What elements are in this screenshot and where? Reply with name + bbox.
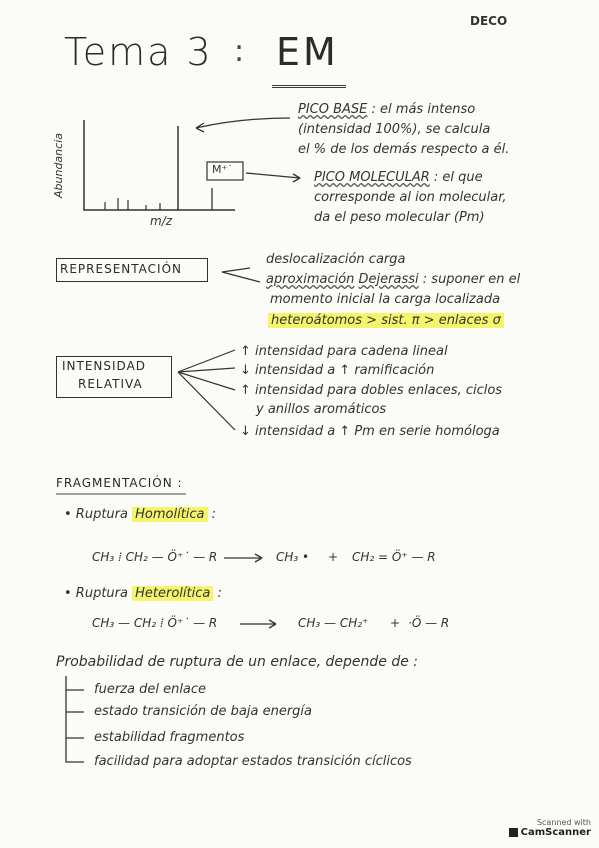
ruptura-homolitica-row xyxy=(64,507,216,522)
ruptura-label-1: • Ruptura xyxy=(64,507,128,522)
heterolitica-highlight: Heterolítica xyxy=(132,586,213,601)
homolitica-plus: + xyxy=(328,550,339,564)
homolitica-reactant: CH₃ ⁞ CH₂ — Ö⁺˙ — R xyxy=(92,550,218,564)
ruptura-heterolitica-row xyxy=(64,586,222,601)
factor-2: estado transición de baja energía xyxy=(94,704,313,719)
pico-base-title: PICO BASE xyxy=(298,102,368,117)
pico-molecular-line-1: : el que xyxy=(433,170,483,185)
heterolitica-product-2: ·Ö — R xyxy=(408,616,450,630)
representacion-line-2 xyxy=(266,272,520,287)
heterolitica-plus: + xyxy=(390,616,401,630)
camscanner-logo-icon xyxy=(509,828,518,837)
pico-molecular-line-2: corresponde al ion molecular, xyxy=(314,190,507,205)
pico-base-line-2: (intensidad 100%), se calcula xyxy=(298,122,491,137)
factor-4: facilidad para adoptar estados transición cíclicos xyxy=(94,754,412,769)
representacion-line-1: deslocalización carga xyxy=(266,252,406,267)
homolitica-highlight: Homolítica xyxy=(132,507,207,522)
intensidad-item-5: ↓ intensidad a ↑ Pm en serie homóloga xyxy=(240,424,500,439)
pico-molecular-line-3: da el peso molecular (Pm) xyxy=(314,210,485,225)
aproximacion-text: aproximación xyxy=(266,272,355,287)
pico-base-block xyxy=(298,102,475,117)
intensidad-item-3: ↑ intensidad para dobles enlaces, ciclos xyxy=(240,383,503,398)
intensidad-item-2: ↓ intensidad a ↑ ramificación xyxy=(240,363,435,378)
topic-underline xyxy=(272,82,346,88)
factor-1: fuerza del enlace xyxy=(94,682,207,697)
scanner-brand: CamScanner xyxy=(520,827,591,838)
pico-molecular-title: PICO MOLECULAR xyxy=(314,170,430,185)
spectrum-xlabel: m/z xyxy=(150,214,173,228)
scanner-line-1: Scanned with xyxy=(536,818,591,827)
intensidad-label-1: INTENSIDAD xyxy=(62,359,147,373)
spectrum-ylabel: Abundancia xyxy=(52,133,65,198)
representacion-label: REPRESENTACIÓN xyxy=(60,262,182,276)
pico-molecular-block xyxy=(314,170,483,185)
fragmentacion-title: FRAGMENTACIÓN : xyxy=(56,476,183,490)
pico-base-line-1: : el más intenso xyxy=(371,102,476,117)
representacion-highlight: heteroátomos > sist. π > enlaces σ xyxy=(268,313,504,328)
heterolitica-reactant: CH₃ — CH₂ ⁞ Ö⁺˙ — R xyxy=(92,616,218,630)
page-title: Tema 3 xyxy=(64,30,213,74)
molecular-ion-label: M⁺˙ xyxy=(212,163,233,176)
title-colon: : xyxy=(234,34,245,69)
homolitica-product-1: CH₃ • xyxy=(276,550,310,564)
pico-base-line-3: el % de los demás respecto a él. xyxy=(298,142,510,157)
factor-3: estabilidad fragmentos xyxy=(94,730,245,745)
deco-tag: DECO xyxy=(470,14,508,28)
homolitica-product-2: CH₂ = Ö⁺ — R xyxy=(352,550,436,564)
representacion-line-2-rest: : suponer en el xyxy=(422,272,521,287)
intensidad-label-2: RELATIVA xyxy=(78,377,143,391)
dejerassi-text: Dejerassi xyxy=(358,272,419,287)
scanner-watermark xyxy=(509,818,591,838)
heterolitica-product-1: CH₃ — CH₂⁺ xyxy=(298,616,369,630)
scanner-line-2 xyxy=(509,827,591,838)
ruptura-colon-2: : xyxy=(217,586,222,601)
representacion-line-3: momento inicial la carga localizada xyxy=(270,292,501,307)
intensidad-item-4: y anillos aromáticos xyxy=(256,402,387,417)
probabilidad-text: Probabilidad de ruptura de un enlace, depende de : xyxy=(56,654,419,670)
ruptura-label-2: • Ruptura xyxy=(64,586,128,601)
intensidad-item-1: ↑ intensidad para cadena lineal xyxy=(240,344,448,359)
page-topic: EM xyxy=(276,30,339,74)
ruptura-colon-1: : xyxy=(211,507,217,522)
